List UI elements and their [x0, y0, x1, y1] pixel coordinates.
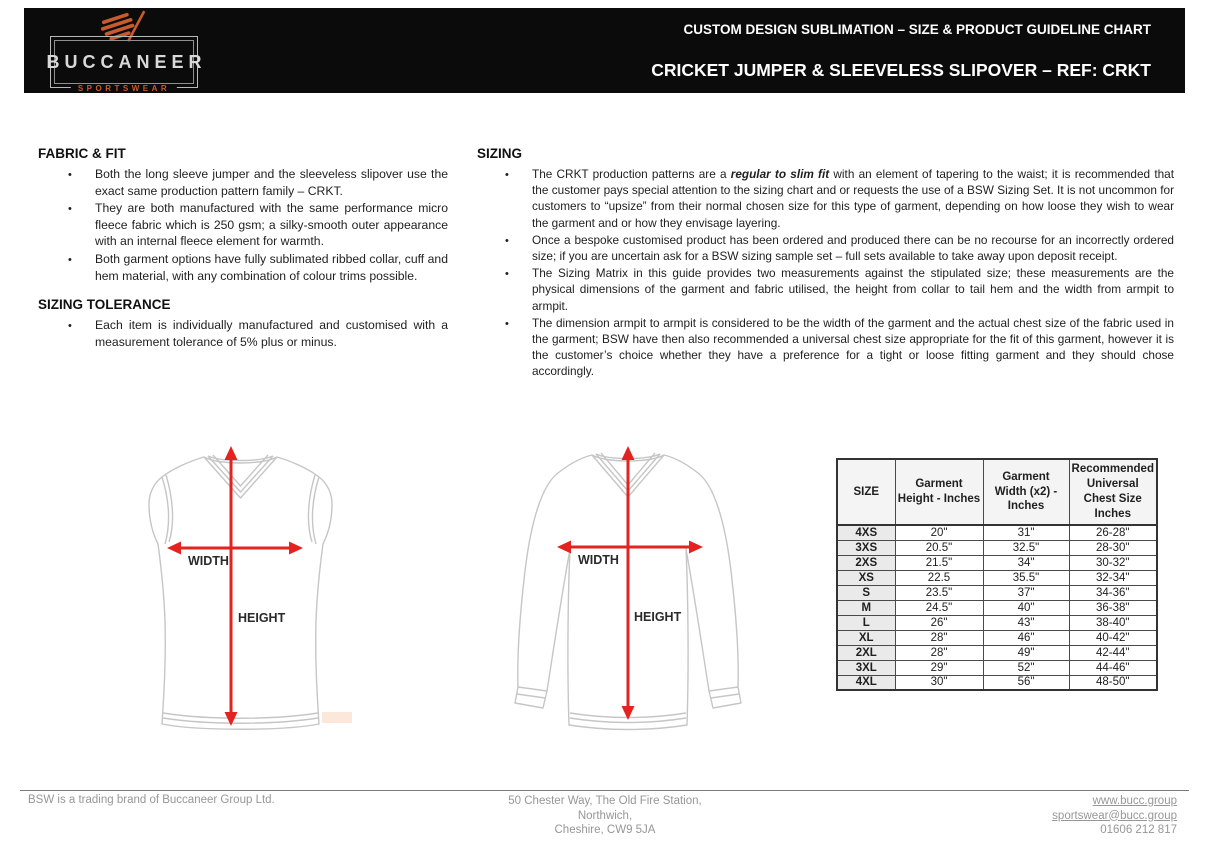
logo-sub-text: SPORTSWEAR [71, 84, 177, 93]
sizing-bullet-4: The dimension armpit to armpit is considered to be the width of the garment and the actual chest size of the fabric used in the garment; BSW have then also recommended a universal chest size appropriate for the fit of this garment, however it is the customer’s choice whether they have a preference for a tight or loose fitting garment and they should chose accordingly. [532, 315, 1174, 379]
table-row [837, 555, 1157, 570]
cell-width: 43" [983, 615, 1069, 630]
sizing-list [477, 166, 1174, 380]
cell-chest: 34-36" [1069, 585, 1157, 600]
header-banner [24, 8, 1185, 93]
sizing-bullet-3: The Sizing Matrix in this guide provides two measurements against the stipulated size; these measurements are the physical dimensions of the garment and fabric utilised, the height from collar to tail hem and the width from armpit to armpit. [532, 266, 1174, 313]
cell-height: 26" [895, 615, 983, 630]
logo-brand-text: BUCCANEER [46, 51, 207, 72]
cell-chest: 30-32" [1069, 555, 1157, 570]
phone-number: 01606 212 817 [1100, 824, 1177, 836]
table-row [837, 660, 1157, 675]
table-row [837, 615, 1157, 630]
cell-size: 3XL [837, 660, 895, 675]
cell-size: 4XL [837, 675, 895, 690]
buccaneer-logo [46, 10, 206, 92]
cell-chest: 48-50" [1069, 675, 1157, 690]
cell-height: 20" [895, 525, 983, 540]
table-row [837, 645, 1157, 660]
cell-chest: 44-46" [1069, 660, 1157, 675]
table-row [837, 525, 1157, 540]
footer-address-line-3: Cheshire, CW9 5JA [554, 824, 656, 836]
cell-chest: 42-44" [1069, 645, 1157, 660]
bullet-icon [38, 200, 95, 250]
cell-size: 3XS [837, 540, 895, 555]
table-row [837, 585, 1157, 600]
table-row [837, 540, 1157, 555]
cell-height: 21.5" [895, 555, 983, 570]
list-item [477, 232, 1174, 264]
column-header-chest: Recommended Universal Chest Size Inches [1069, 459, 1157, 525]
sizing-tolerance-list [38, 317, 448, 350]
cell-size: M [837, 600, 895, 615]
list-item [38, 200, 448, 250]
sleeveless-slipover-diagram [138, 441, 343, 737]
table-row [837, 630, 1157, 645]
bullet-icon [38, 317, 95, 350]
sizing-bullet-2: Once a bespoke customised product has been ordered and produced there can be no recourse for an incorrectly ordered size; if you are uncertain ask for a BSW sizing sample set – full sets available to take away upon deposit receipt. [532, 232, 1174, 264]
sizing-tolerance-heading: SIZING TOLERANCE [38, 297, 171, 313]
footer-company: BSW is a trading brand of Buccaneer Group Ltd. [28, 794, 275, 806]
cell-size: S [837, 585, 895, 600]
footer-address-line-1: 50 Chester Way, The Old Fire Station, [508, 795, 702, 807]
cell-width: 49" [983, 645, 1069, 660]
bullet-icon [477, 265, 532, 314]
cell-size: 4XS [837, 525, 895, 540]
cell-width: 32.5" [983, 540, 1069, 555]
email-link[interactable]: sportswear@bucc.group [1052, 809, 1177, 822]
list-item [38, 251, 448, 284]
fabric-fit-list [38, 166, 448, 284]
table-header-row [837, 459, 1157, 525]
bullet-icon [477, 315, 532, 380]
sizing-bullet-1 [532, 166, 1174, 231]
cell-height: 28" [895, 630, 983, 645]
cell-size: 2XL [837, 645, 895, 660]
height-label: HEIGHT [238, 611, 286, 625]
cell-chest: 40-42" [1069, 630, 1157, 645]
cell-size: L [837, 615, 895, 630]
cell-size: XL [837, 630, 895, 645]
table-row [837, 600, 1157, 615]
cell-height: 24.5" [895, 600, 983, 615]
product-title: CRICKET JUMPER & SLEEVELESS SLIPOVER – REF: CRKT [651, 60, 1151, 80]
sizing-tolerance-bullet-1: Each item is individually manufactured and customised with a measurement tolerance of 5% plus or minus. [95, 318, 448, 349]
sizing-heading: SIZING [477, 146, 523, 161]
cell-width: 31" [983, 525, 1069, 540]
list-item [477, 265, 1174, 314]
column-header-width: Garment Width (x2) - Inches [983, 459, 1069, 525]
cell-height: 30" [895, 675, 983, 690]
column-header-size: SIZE [837, 459, 895, 525]
cell-width: 34" [983, 555, 1069, 570]
cell-chest: 26-28" [1069, 525, 1157, 540]
width-label: WIDTH [188, 554, 229, 568]
size-chart-table [836, 458, 1158, 691]
cell-height: 20.5" [895, 540, 983, 555]
fabric-fit-bullet-1: Both the long sleeve jumper and the sleeveless slipover use the exact same production pattern family – CRKT. [95, 167, 448, 198]
list-item [38, 317, 448, 350]
cell-width: 37" [983, 585, 1069, 600]
list-item [477, 166, 1174, 231]
watermark-smudge [322, 712, 352, 723]
cell-size: XS [837, 570, 895, 585]
cell-width: 46" [983, 630, 1069, 645]
cell-height: 22.5 [895, 570, 983, 585]
fabric-fit-heading: FABRIC & FIT [38, 146, 126, 161]
sizing-bullet-1-post: with an element of tapering to the waist; it is recommended that the customer pays special attention to the sizing chart and or requests the use of a BSW Sizing Set. It is not uncommon for customers to “upsize” from their normal chosen size for this type of garment, depending on how loose they wish to wear the garment and or how they envisage layering. [532, 167, 1174, 230]
logo-frame [46, 36, 207, 93]
footer-divider [20, 790, 1189, 791]
footer-address-line-2: Northwich, [577, 809, 633, 822]
cell-chest: 36-38" [1069, 600, 1157, 615]
list-item [477, 315, 1174, 380]
cell-width: 56" [983, 675, 1069, 690]
cell-chest: 28-30" [1069, 540, 1157, 555]
table-row [837, 570, 1157, 585]
cell-chest: 38-40" [1069, 615, 1157, 630]
column-header-height: Garment Height - Inches [895, 459, 983, 525]
cell-height: 23.5" [895, 585, 983, 600]
bullet-icon [477, 232, 532, 264]
bullet-icon [477, 166, 532, 231]
table-row [837, 675, 1157, 690]
footer-contacts [1052, 794, 1177, 838]
sizing-bullet-1-emphasis: regular to slim fit [730, 167, 830, 181]
bullet-icon [38, 166, 95, 199]
cell-height: 29" [895, 660, 983, 675]
cell-width: 35.5" [983, 570, 1069, 585]
cell-width: 40" [983, 600, 1069, 615]
bullet-icon [38, 251, 95, 284]
fabric-fit-bullet-3: Both garment options have fully sublimated ribbed collar, cuff and hem material, with any combination of colour trims possible. [95, 251, 448, 283]
fabric-fit-bullet-2: They are both manufactured with the same performance micro fleece fabric which is 250 gsm; a silky-smooth outer appearance with an internal fleece element for warmth. [95, 201, 448, 249]
right-column [477, 146, 1174, 393]
cell-size: 2XS [837, 555, 895, 570]
cell-chest: 32-34" [1069, 570, 1157, 585]
left-column [38, 146, 448, 363]
long-sleeve-jumper-diagram [512, 441, 770, 737]
height-label: HEIGHT [634, 610, 682, 624]
cell-height: 28" [895, 645, 983, 660]
footer-address [455, 794, 755, 838]
width-label: WIDTH [578, 553, 619, 567]
cell-width: 52" [983, 660, 1069, 675]
sizing-bullet-1-pre: The CRKT production patterns are a [532, 167, 731, 181]
logo-frame-inner [46, 40, 207, 84]
list-item [38, 166, 448, 199]
website-link[interactable]: www.bucc.group [1092, 795, 1177, 807]
document-title: CUSTOM DESIGN SUBLIMATION – SIZE & PRODUCT GUIDELINE CHART [683, 22, 1151, 37]
